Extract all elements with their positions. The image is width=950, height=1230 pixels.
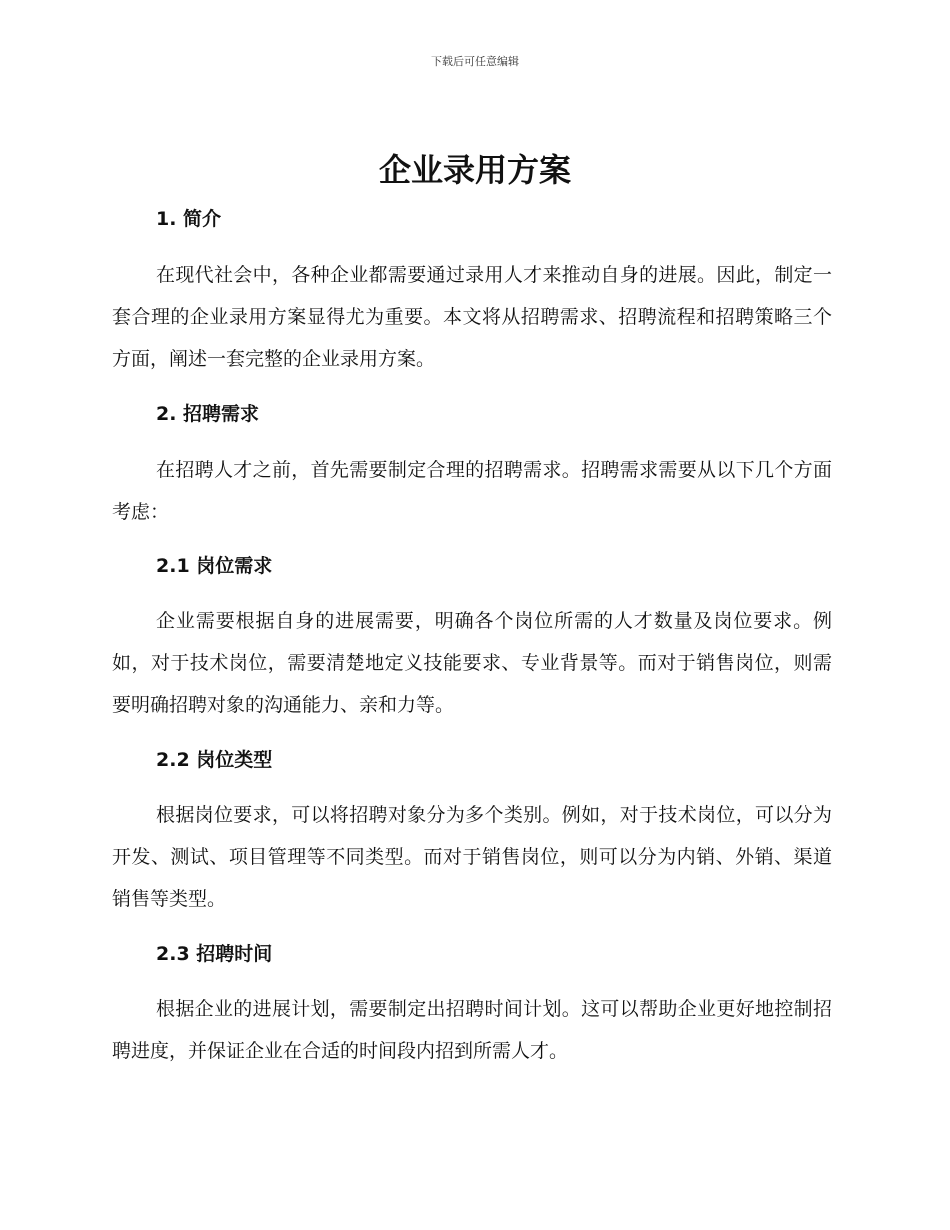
section-heading-intro: 1. 简介 — [156, 208, 222, 230]
section-body-position-needs: 企业需要根据自身的进展需要，明确各个岗位所需的人才数量及岗位要求。例如，对于技术岗位，需要清楚地定义技能要求、专业背景等。而对于销售岗位，则需要明确招聘对象的沟通能力、亲和力等。 — [112, 610, 832, 716]
section-heading-recruitment-needs: 2. 招聘需求 — [156, 403, 260, 425]
page-header-note: 下载后可任意编辑 — [431, 55, 519, 68]
section-body-intro: 在现代社会中，各种企业都需要通过录用人才来推动自身的进展。因此，制定一套合理的企业录用方案显得尤为重要。本文将从招聘需求、招聘流程和招聘策略三个方面，阐述一套完整的企业录用方案。 — [112, 264, 832, 370]
section-heading-position-needs: 2.1 岗位需求 — [156, 555, 273, 577]
section-heading-recruitment-time: 2.3 招聘时间 — [156, 943, 273, 965]
section-body-recruitment-time: 根据企业的进展计划，需要制定出招聘时间计划。这可以帮助企业更好地控制招聘进度，并保证企业在合适的时间段内招到所需人才。 — [112, 998, 832, 1062]
section-body-recruitment-needs: 在招聘人才之前，首先需要制定合理的招聘需求。招聘需求需要从以下几个方面考虑： — [112, 459, 832, 523]
section-body-position-types: 根据岗位要求，可以将招聘对象分为多个类别。例如，对于技术岗位，可以分为开发、测试、项目管理等不同类型。而对于销售岗位，则可以分为内销、外销、渠道销售等类型。 — [112, 804, 832, 910]
section-heading-position-types: 2.2 岗位类型 — [156, 749, 273, 771]
document-title: 企业录用方案 — [378, 151, 571, 189]
